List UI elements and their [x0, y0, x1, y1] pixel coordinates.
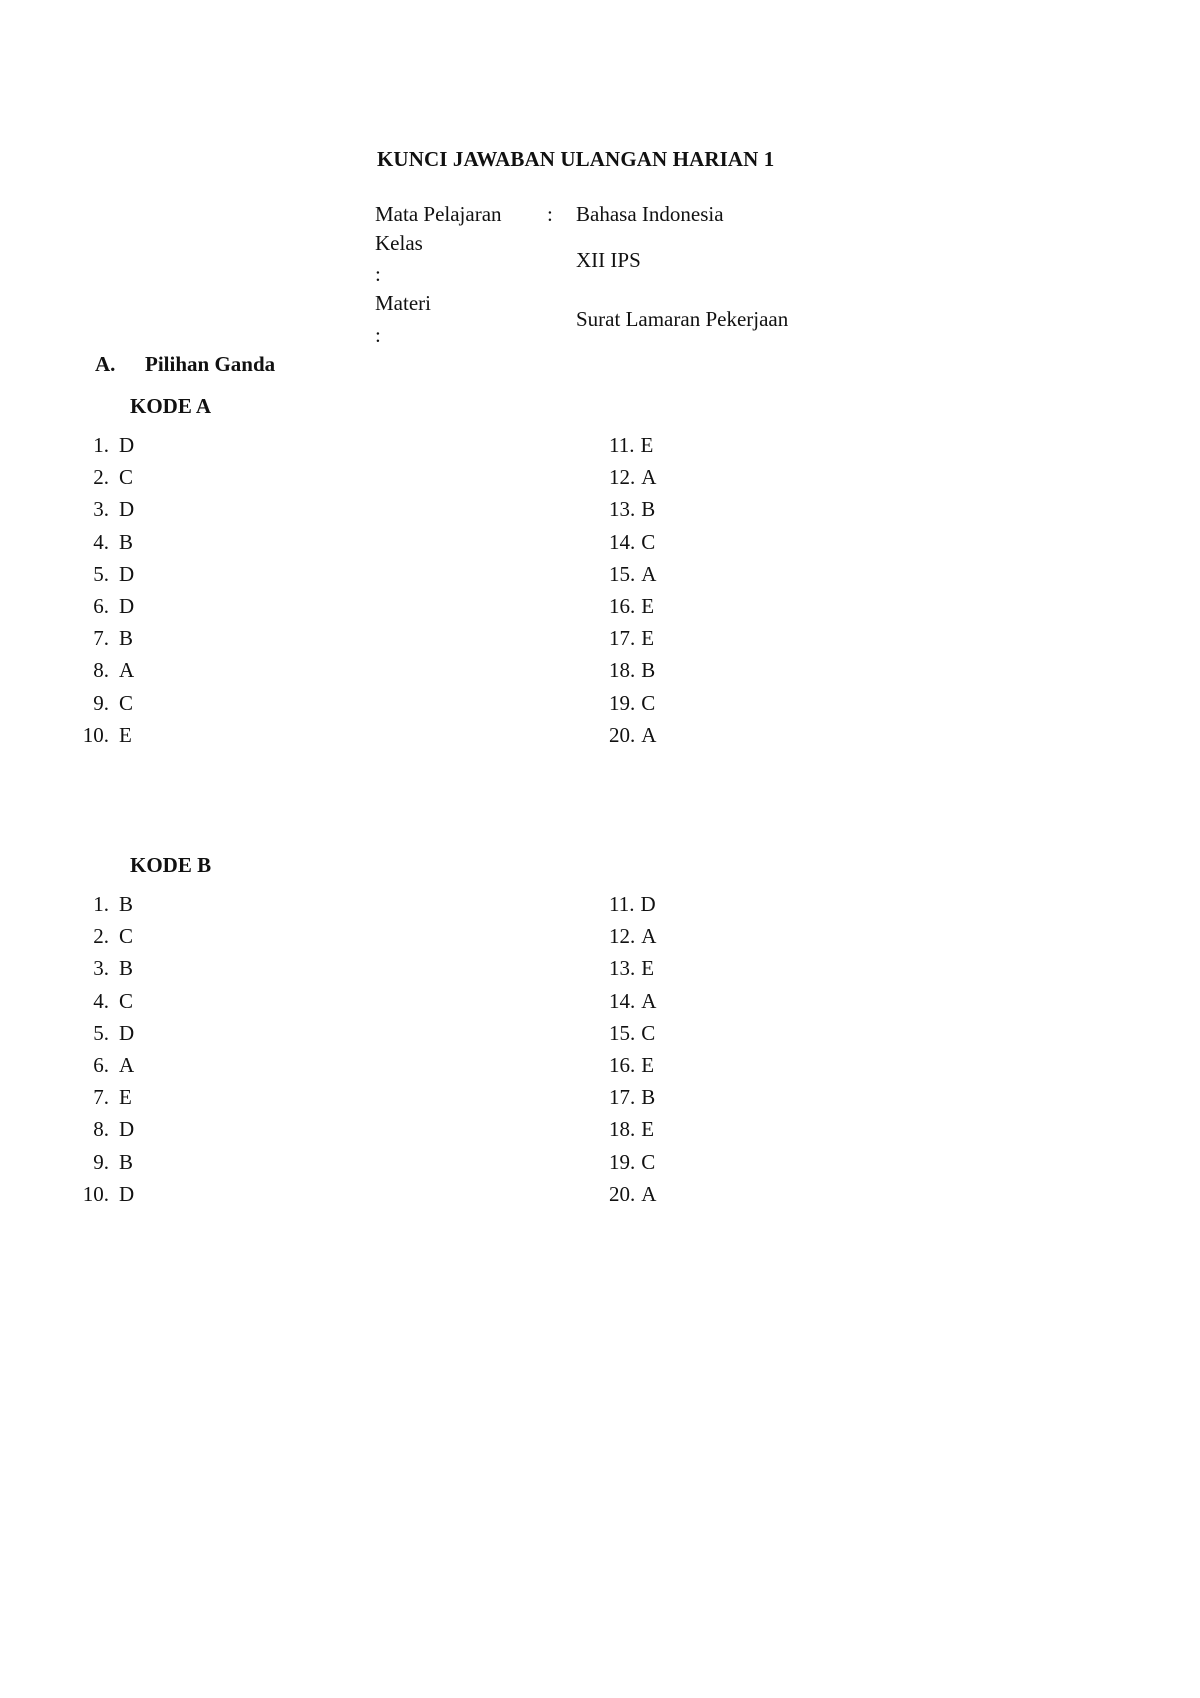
answer-letter: E [641, 594, 655, 618]
answer-number: 15. [609, 1020, 636, 1045]
answer-number: 13. [609, 956, 636, 981]
material-value: Surat Lamaran Pekerjaan [576, 307, 789, 331]
answer-item [609, 892, 656, 917]
answer-item [609, 1021, 655, 1046]
answer-letter: B [119, 1149, 134, 1174]
answer-letter: A [641, 988, 657, 1013]
answer-number: 8. [93, 1117, 109, 1142]
answer-item [609, 989, 656, 1014]
answer-letter: E [119, 722, 132, 747]
answer-item [73, 1021, 134, 1046]
answer-number: 5. [93, 561, 109, 586]
answer-item [73, 989, 133, 1014]
answer-number: 2. [93, 924, 109, 949]
answer-number: 10. [82, 722, 109, 747]
answer-number: 11. [609, 892, 635, 916]
answer-number: 20. [609, 722, 636, 747]
answer-item [609, 1150, 655, 1175]
answer-number: 12. [609, 924, 636, 949]
answer-letter: D [640, 892, 656, 916]
answer-letter: A [119, 658, 135, 683]
answer-letter: E [119, 1085, 132, 1110]
answer-item [609, 924, 656, 949]
answer-number: 6. [93, 1053, 109, 1077]
answer-number: 4. [93, 529, 109, 554]
answer-letter: D [119, 1020, 135, 1045]
subject-value: Bahasa Indonesia [576, 202, 724, 226]
answer-item [609, 1053, 654, 1078]
answer-letter: A [641, 722, 657, 747]
answer-number: 16. [609, 594, 636, 618]
answer-number: 2. [93, 465, 109, 490]
answer-letter: C [119, 924, 134, 949]
answer-letter: E [641, 1053, 655, 1077]
answer-number: 20. [609, 1181, 636, 1206]
page-title: KUNCI JAWABAN ULANGAN HARIAN 1 [377, 147, 775, 171]
section-title: Pilihan Ganda [145, 352, 276, 376]
answer-item [73, 626, 133, 651]
class-colon: : [375, 262, 381, 286]
answer-item [73, 723, 132, 748]
answer-number: 16. [609, 1053, 636, 1077]
answer-number: 18. [609, 658, 636, 683]
answer-item [609, 433, 653, 458]
answer-item [609, 956, 654, 981]
answer-number: 9. [93, 690, 109, 715]
answer-item [609, 497, 655, 522]
answer-number: 14. [609, 529, 636, 554]
answer-letter: B [119, 626, 134, 651]
answer-number: 3. [93, 497, 109, 522]
answer-letter: C [119, 465, 134, 490]
answer-number: 15. [609, 561, 636, 586]
answer-item [609, 1117, 654, 1142]
answer-letter: B [641, 658, 656, 683]
answer-letter: C [119, 988, 134, 1013]
answer-item [73, 1053, 134, 1078]
answer-item [73, 530, 133, 555]
answer-letter: B [641, 1085, 656, 1110]
answer-item [73, 1150, 133, 1175]
answer-letter: E [641, 626, 655, 651]
answer-letter: B [119, 529, 134, 554]
answer-letter: B [119, 956, 134, 981]
answer-number: 17. [609, 1085, 636, 1110]
answer-item [73, 433, 134, 458]
answer-item [73, 594, 134, 619]
kode-a-heading: KODE A [130, 394, 212, 418]
answer-number: 19. [609, 1149, 636, 1174]
answer-letter: C [641, 1020, 656, 1045]
class-label: Kelas [375, 231, 423, 255]
material-colon: : [375, 323, 381, 347]
answer-letter: D [119, 1181, 135, 1206]
answer-item [73, 1182, 134, 1207]
answer-number: 18. [609, 1117, 636, 1142]
answer-letter: D [119, 497, 135, 522]
answer-letter: C [641, 529, 656, 554]
answer-letter: E [640, 433, 654, 457]
answer-item [73, 465, 133, 490]
subject-label: Mata Pelajaran [375, 202, 502, 226]
answer-letter: A [641, 561, 657, 586]
answer-letter: D [119, 594, 135, 618]
answer-letter: B [641, 497, 656, 522]
kode-b-heading: KODE B [130, 853, 212, 877]
answer-letter: D [119, 561, 135, 586]
class-value: XII IPS [576, 248, 641, 272]
answer-item [73, 1117, 134, 1142]
answer-number: 9. [93, 1149, 109, 1174]
answer-letter: D [119, 1117, 135, 1142]
answer-number: 7. [93, 1085, 109, 1110]
section-letter: A. [95, 352, 116, 376]
answer-number: 17. [609, 626, 636, 651]
answer-letter: A [119, 1053, 135, 1077]
answer-item [73, 691, 133, 716]
answer-letter: C [119, 690, 134, 715]
answer-item [609, 723, 656, 748]
answer-number: 11. [609, 433, 635, 457]
answer-number: 19. [609, 690, 636, 715]
answer-item [609, 594, 654, 619]
answer-letter: E [641, 956, 655, 981]
answer-item [609, 691, 655, 716]
answer-number: 1. [93, 892, 109, 916]
answer-item [73, 658, 134, 683]
answer-number: 13. [609, 497, 636, 522]
answer-item [73, 1085, 132, 1110]
answer-number: 14. [609, 988, 636, 1013]
answer-item [73, 924, 133, 949]
subject-colon: : [547, 202, 553, 226]
answer-item [73, 562, 134, 587]
answer-item [609, 465, 656, 490]
answer-item [609, 626, 654, 651]
answer-number: 10. [82, 1181, 109, 1206]
answer-item [73, 497, 134, 522]
answer-letter: D [119, 433, 135, 457]
answer-letter: A [641, 1181, 657, 1206]
answer-number: 3. [93, 956, 109, 981]
answer-letter: C [641, 1149, 656, 1174]
answer-letter: B [119, 892, 134, 916]
answer-item [73, 892, 133, 917]
answer-number: 4. [93, 988, 109, 1013]
material-label: Materi [375, 291, 431, 315]
section-heading [95, 352, 275, 377]
answer-item [609, 530, 655, 555]
answer-number: 12. [609, 465, 636, 490]
answer-item [609, 658, 655, 683]
answer-item [73, 956, 133, 981]
answer-number: 6. [93, 594, 109, 618]
answer-letter: E [641, 1117, 655, 1142]
answer-number: 8. [93, 658, 109, 683]
answer-letter: C [641, 690, 656, 715]
answer-letter: A [641, 465, 657, 490]
answer-number: 1. [93, 433, 109, 457]
answer-number: 5. [93, 1020, 109, 1045]
answer-item [609, 1182, 656, 1207]
answer-item [609, 1085, 655, 1110]
answer-letter: A [641, 924, 657, 949]
answer-item [609, 562, 656, 587]
answer-number: 7. [93, 626, 109, 651]
